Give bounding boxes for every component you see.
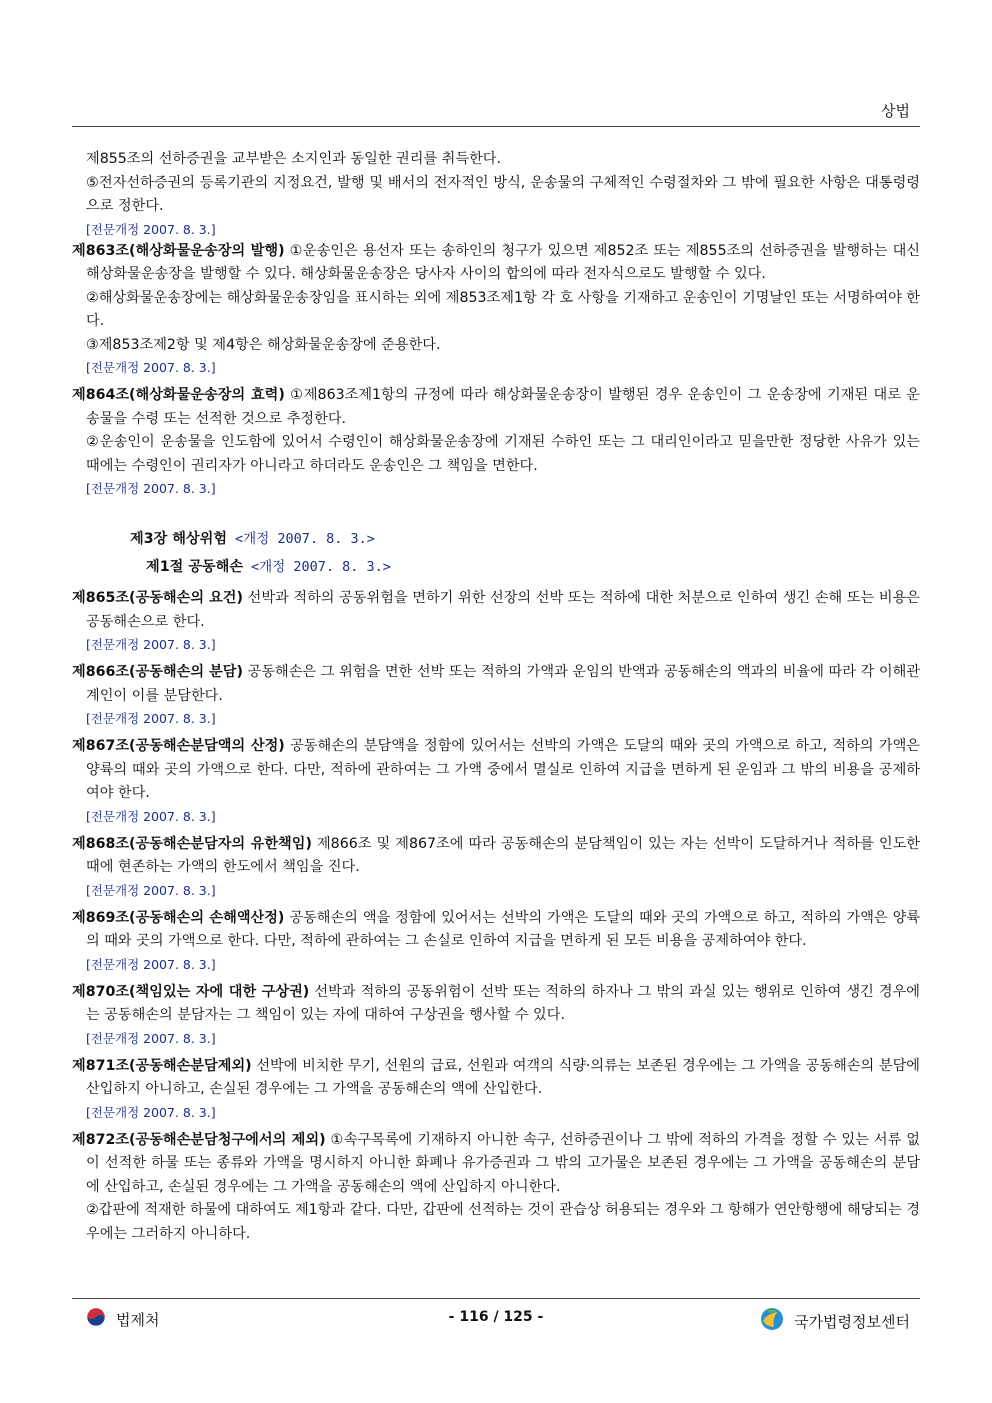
article-heading bbox=[72, 984, 309, 1000]
article-number: 제864조 bbox=[72, 387, 130, 403]
law-name: 상법 bbox=[881, 102, 910, 120]
law-center-logo-icon bbox=[760, 1307, 784, 1335]
article-heading bbox=[72, 664, 243, 680]
article-first-paragraph bbox=[72, 1129, 920, 1200]
article bbox=[72, 1055, 920, 1123]
article-body: ①속구목록에 기재하지 아니한 속구, 선하증권이나 그 밖에 적하의 가격을 정할 수 있는 서류 없이 선적한 하물 또는 종류와 가액을 명시하지 아니한 화폐나 유가증권과 그 밖의 고가물은 보존된 경우에는 그 가액을 공동해손의 분담에 산입하고, 손실된 경우에는 그 가액을 공동해손의 액에 산입하지 아니한다. bbox=[86, 1131, 920, 1195]
revision-note: [전문개정 2007. 8. 3.] bbox=[86, 956, 216, 972]
article-number: 제869조 bbox=[72, 909, 130, 926]
article-paragraph: ②갑판에 적재한 하물에 대하여도 제1항과 같다. 다만, 갑판에 선적하는 것이 관습상 허용되는 경우와 그 항해가 연안항행에 해당되는 경우에는 그러하지 아니하다. bbox=[86, 1202, 920, 1242]
article-first-paragraph bbox=[72, 981, 920, 1028]
document-body bbox=[72, 148, 920, 1252]
article-heading bbox=[72, 738, 285, 754]
article-title: (책임있는 자에 대한 구상권) bbox=[129, 983, 310, 1000]
page-header bbox=[72, 96, 920, 127]
revision-note: [전문개정 2007. 8. 3.] bbox=[86, 711, 216, 726]
footer-org-name: 법제처 bbox=[116, 1310, 160, 1329]
article-title: (해상화물운송장의 효력) bbox=[129, 387, 285, 403]
article-first-paragraph bbox=[72, 907, 920, 954]
article-title: (공동해손분담청구에서의 제외) bbox=[129, 1131, 326, 1148]
article-number: 제867조 bbox=[72, 738, 130, 754]
article-body: 선박과 적하의 공동위험을 면하기 위한 선장의 선박 또는 적하에 대한 처분으로 인하여 생긴 손해 또는 비용은 공동해손으로 한다. bbox=[86, 590, 920, 630]
article-heading bbox=[72, 243, 285, 259]
article bbox=[72, 907, 920, 975]
intro-paragraph-2: ⑤전자선하증권의 등록기관의 지정요건, 발행 및 배서의 전자적인 방식, 운송물의 구체적인 수령절차와 그 밖에 필요한 사항은 대통령령으로 정한다. bbox=[86, 174, 920, 214]
article-heading bbox=[72, 387, 285, 403]
article-first-paragraph bbox=[72, 735, 920, 806]
article-body: ①제863조제1항의 규정에 따라 해상화물운송장이 발행된 경우 운송인이 그 운송장에 기재된 대로 운송물을 수령 또는 선적한 것으로 추정한다. bbox=[86, 387, 920, 427]
article-heading bbox=[72, 910, 284, 926]
article-number: 제870조 bbox=[72, 983, 130, 1000]
article bbox=[72, 1129, 920, 1247]
revision-note: [전문개정 2007. 8. 3.] bbox=[86, 1104, 216, 1120]
article-first-paragraph bbox=[72, 833, 920, 880]
article-number: 제872조 bbox=[72, 1131, 130, 1148]
article-first-paragraph bbox=[72, 240, 920, 287]
article-paragraph: ②해상화물운송장에는 해상화물운송장임을 표시하는 외에 제853조제1항 각 호 사항을 기재하고 운송인이 기명날인 또는 서명하여야 한다. bbox=[86, 289, 920, 329]
article-body: 제866조 및 제867조에 따라 공동해손의 분담책임이 있는 자는 선박이 도달하거나 적하를 인도한 때에 현존하는 가액의 한도에서 책임을 진다. bbox=[86, 835, 920, 875]
article-heading bbox=[72, 836, 312, 852]
revision-note: [전문개정 2007. 8. 3.] bbox=[86, 808, 216, 824]
chapter-amend-note: <개정 2007. 8. 3.> bbox=[235, 531, 375, 547]
article-body: 선박과 적하의 공동위험이 선박 또는 적하의 하자나 그 밖의 과실 있는 행위로 인하여 생긴 경우에는 공동해손의 분담자는 그 책임이 있는 자에 대하여 구상권을 행사할 수 있다. bbox=[86, 983, 921, 1023]
article bbox=[72, 384, 920, 499]
article-number: 제871조 bbox=[72, 1057, 130, 1074]
revision-note: [전문개정 2007. 8. 3.] bbox=[86, 221, 216, 237]
article-title: (공동해손의 손해액산정) bbox=[129, 909, 285, 926]
article-paragraph: ②운송인이 운송물을 인도함에 있어서 수령인이 해상화물운송장에 기재된 수하인 또는 그 대리인이라고 믿을만한 정당한 사유가 있는 때에는 수령인이 권리자가 아니라고 하더라도 운송인은 그 책임을 면한다. bbox=[86, 434, 920, 474]
article-group-b bbox=[72, 587, 920, 1246]
footer-center-name: 국가법령정보센터 bbox=[794, 1312, 910, 1331]
article-body: ①운송인은 용선자 또는 송하인의 청구가 있으면 제852조 또는 제855조의 선하증권을 발행하는 대신 해상화물운송장을 발행할 수 있다. 해상화물운송장은 당사자 사이의 합의에 따라 전자식으로도 발행할 수 있다. bbox=[86, 242, 920, 282]
revision-note: [전문개정 2007. 8. 3.] bbox=[86, 481, 216, 496]
section-title: 제1절 공동해손 bbox=[146, 559, 244, 575]
section-amend-note: <개정 2007. 8. 3.> bbox=[251, 559, 391, 575]
article-first-paragraph bbox=[72, 587, 920, 634]
article bbox=[72, 735, 920, 827]
article-body: 선박에 비치한 무기, 선원의 급료, 선원과 여객의 식량·의류는 보존된 경우에는 그 가액을 공동해손의 분담에 산입하지 아니하고, 손실된 경우에는 그 가액을 공동해손의 액에 산입한다. bbox=[86, 1057, 920, 1097]
article bbox=[72, 587, 920, 655]
article-first-paragraph bbox=[72, 384, 920, 431]
article bbox=[72, 981, 920, 1049]
revision-note: [전문개정 2007. 8. 3.] bbox=[86, 360, 216, 375]
article-first-paragraph bbox=[72, 1055, 920, 1102]
article-heading bbox=[72, 1058, 252, 1074]
article-title: (공동해손분담액의 산정) bbox=[129, 738, 285, 754]
page-footer bbox=[72, 1298, 920, 1339]
article-number: 제865조 bbox=[72, 590, 130, 606]
revision-note: [전문개정 2007. 8. 3.] bbox=[86, 882, 216, 898]
article-body: 공동해손은 그 위험을 면한 선박 또는 적하의 가액과 운임의 반액과 공동해손의 액과의 비율에 따라 각 이해관계인이 이를 분담한다. bbox=[86, 664, 920, 704]
article-title: (공동해손의 분담) bbox=[129, 664, 243, 680]
article bbox=[72, 240, 920, 379]
revision-note: [전문개정 2007. 8. 3.] bbox=[86, 637, 216, 652]
article-body: 공동해손의 분담액을 정함에 있어서는 선박의 가액은 도달의 때와 곳의 가액으로 하고, 적하의 가액은 양륙의 때와 곳의 가액으로 한다. 다만, 적하에 관하여는 그 가액 중에서 멸실로 인하여 지급을 면하게 된 운임과 그 밖의 비용을 공제하여야 한다. bbox=[86, 738, 920, 801]
chapter-heading bbox=[130, 525, 920, 553]
article-body: 공동해손의 액을 정함에 있어서는 선박의 가액은 도달의 때와 곳의 가액으로 하고, 적하의 가액은 양륙의 때와 곳의 가액으로 한다. 다만, 적하에 관하여는 그 손실로 인하여 지급을 면하게 된 모든 비용을 공제하여야 한다. bbox=[86, 909, 920, 949]
revision-note: [전문개정 2007. 8. 3.] bbox=[86, 1030, 216, 1046]
page-number: - 116 / 125 - bbox=[448, 1309, 544, 1325]
footer-right bbox=[760, 1307, 910, 1335]
article-paragraph: ③제853조제2항 및 제4항은 해상화물운송장에 준용한다. bbox=[86, 336, 441, 353]
article-number: 제866조 bbox=[72, 664, 130, 680]
intro-paragraph-1: 제855조의 선하증권을 교부받은 소지인과 동일한 권리를 취득한다. bbox=[86, 151, 501, 167]
article-heading bbox=[72, 1132, 326, 1148]
article-title: (해상화물운송장의 발행) bbox=[129, 242, 285, 259]
article bbox=[72, 833, 920, 901]
article-group-a bbox=[72, 240, 920, 500]
article-number: 제863조 bbox=[72, 242, 130, 259]
article-title: (공동해손분담자의 유한책임) bbox=[129, 835, 312, 852]
section-heading bbox=[146, 553, 920, 581]
chapter-title: 제3장 해상위험 bbox=[130, 531, 228, 547]
article-first-paragraph bbox=[72, 661, 920, 708]
article-title: (공동해손분담제외) bbox=[129, 1057, 252, 1074]
article bbox=[72, 661, 920, 729]
article-heading bbox=[72, 590, 243, 606]
article-title: (공동해손의 요건) bbox=[129, 590, 243, 606]
article-number: 제868조 bbox=[72, 835, 130, 852]
